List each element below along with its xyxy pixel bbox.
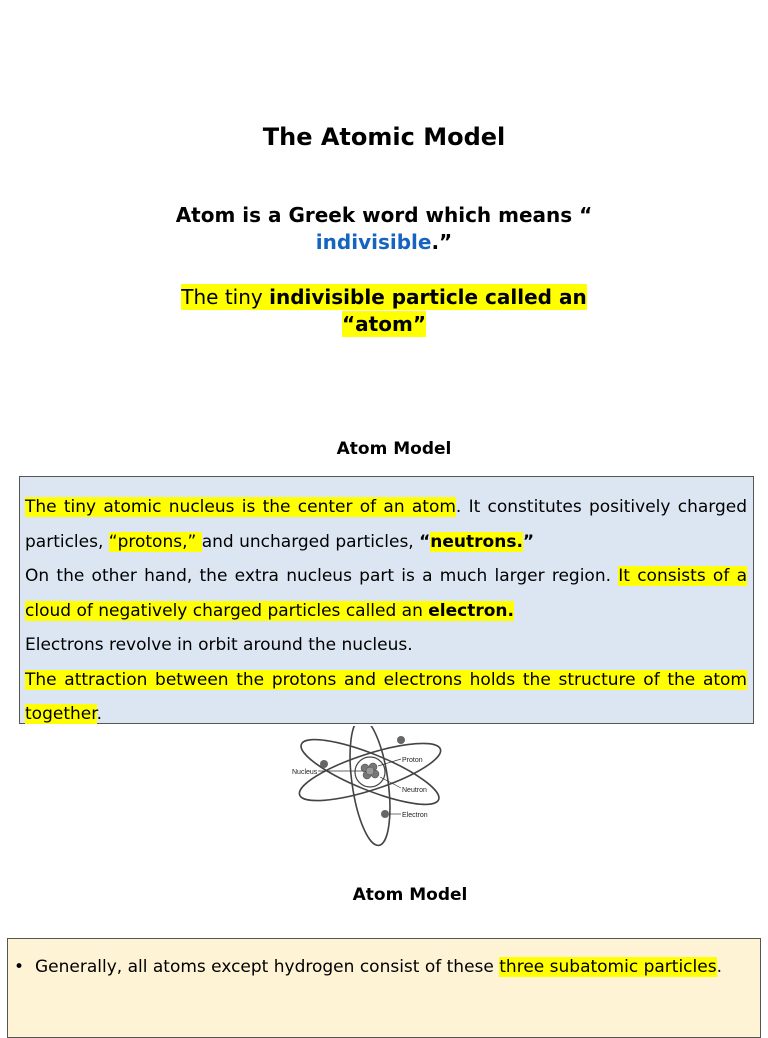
tiny-bold-2: “atom”: [342, 312, 426, 336]
nucleus-particles: [361, 763, 379, 779]
atom-diagram: [288, 726, 448, 850]
subatomic-highlight: three subatomic particles: [499, 957, 717, 977]
attraction-end: .: [96, 704, 103, 724]
label-neutron: Neutron: [402, 787, 427, 794]
nucleus-highlight: The tiny atomic nucleus is the center of an atom: [25, 497, 456, 517]
tiny-bold-1: indivisible particle called an: [269, 285, 587, 309]
indivisible-word: indivisible: [315, 230, 432, 254]
subatomic-end: .: [716, 957, 722, 977]
paragraph-electron-cloud: [25, 559, 747, 628]
greek-line: Atom is a Greek word which means “: [175, 203, 593, 227]
electron-dot-1: [320, 760, 328, 768]
list-item: [14, 950, 754, 985]
electron-dot-3: [381, 810, 389, 818]
tiny-plain: The tiny: [181, 285, 270, 309]
subatomic-text: Generally, all atoms except hydrogen consist of these: [35, 957, 500, 977]
label-proton: Proton: [402, 757, 423, 764]
greek-end: .”: [431, 230, 453, 254]
atom-model-box: [19, 476, 754, 724]
section-heading-atom-model: Atom Model: [336, 439, 452, 459]
extra-nucleus-text: On the other hand, the extra nucleus part is a much larger region.: [25, 566, 619, 586]
neutrons-quote: “: [419, 531, 431, 552]
label-electron: Electron: [402, 812, 428, 819]
uncharged-text: and uncharged particles,: [201, 531, 420, 552]
label-nucleus: Nucleus: [292, 769, 318, 776]
greek-definition: [0, 202, 768, 256]
paragraph-attraction: [25, 663, 747, 732]
electron-cloud-highlight: It consists of a cloud of negatively charged particles called an: [25, 566, 747, 621]
protons-highlight: “protons,”: [108, 531, 202, 552]
neutrons-highlight: neutrons.: [430, 531, 523, 552]
section-heading-atom-model-2: Atom Model: [352, 885, 468, 905]
paragraph-nucleus: [25, 490, 747, 559]
neutrons-quote-end: ”: [522, 531, 535, 552]
bullet-icon: •: [14, 957, 25, 977]
nucleus-text: . It constitutes positively charged particles,: [25, 497, 747, 552]
attraction-highlight: The attraction between the protons and electrons holds the structure of the atom together: [25, 669, 747, 724]
subatomic-box: [7, 938, 761, 1038]
paragraph-orbit: Electrons revolve in orbit around the nucleus.: [25, 635, 413, 655]
tiny-particle-statement: [0, 284, 768, 338]
electron-bold: electron.: [428, 600, 514, 621]
page-title: The Atomic Model: [262, 123, 506, 151]
electron-dot-2: [397, 736, 405, 744]
